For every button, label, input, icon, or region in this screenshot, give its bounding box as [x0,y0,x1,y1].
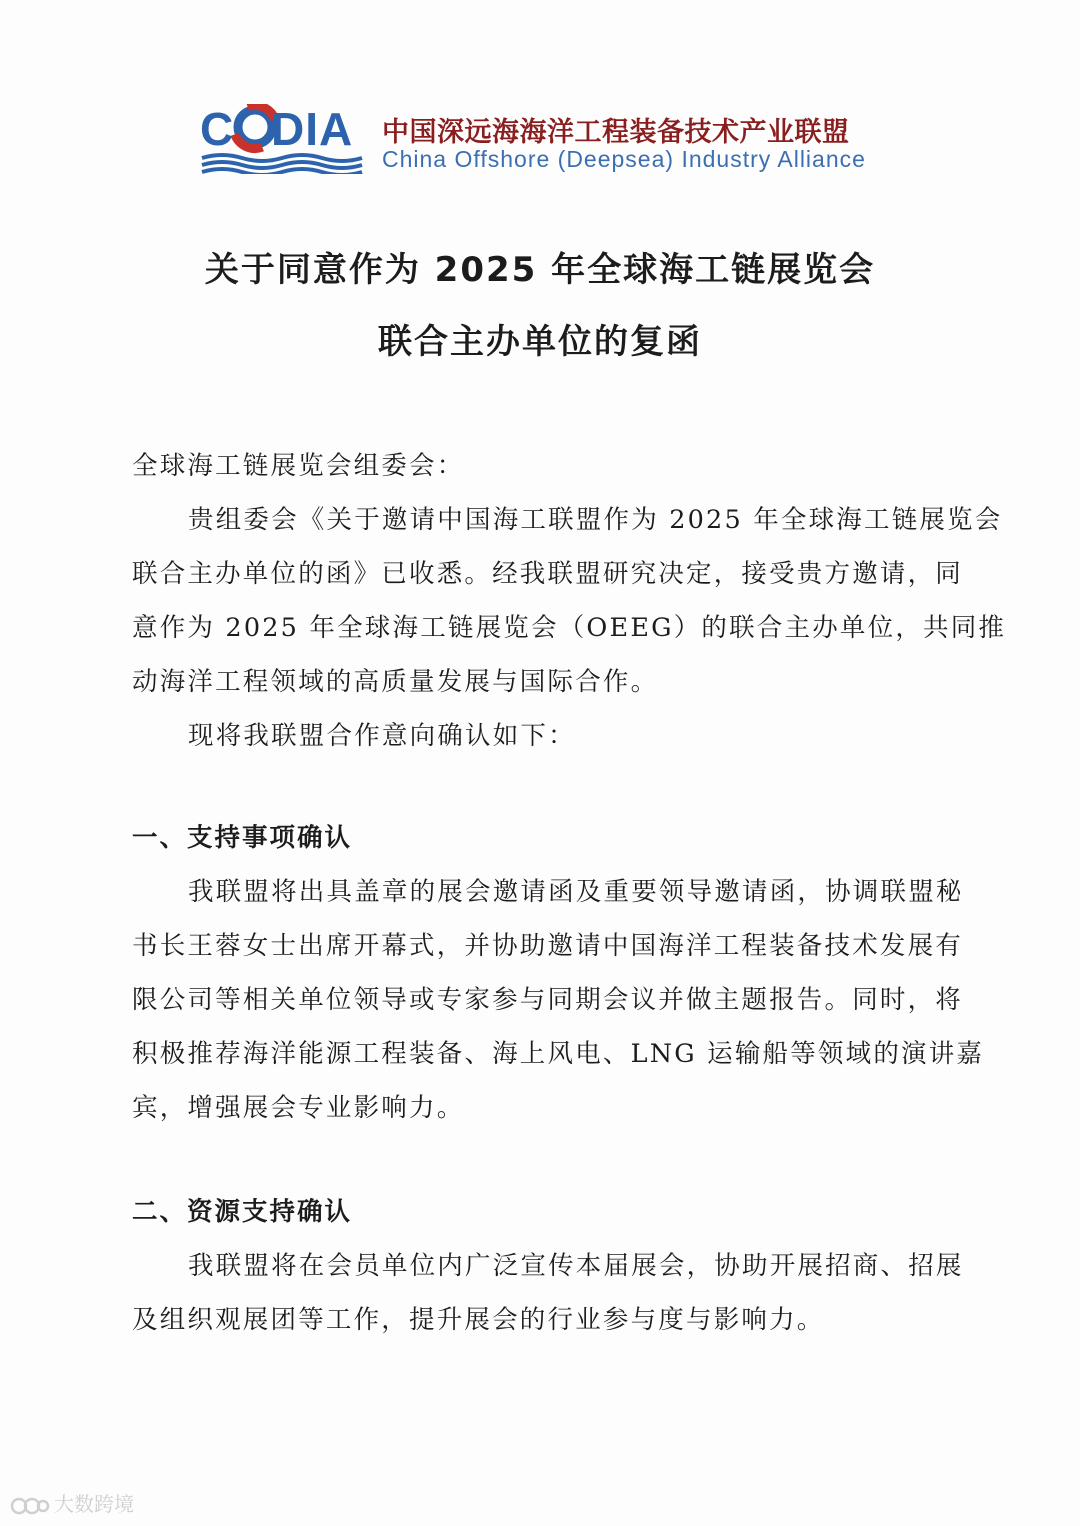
confirm-line: 现将我联盟合作意向确认如下： [188,721,576,751]
section-heading-1: 一、支持事项确认 [132,823,353,853]
watermark-text: 大数跨境 [54,1492,134,1516]
paragraph-line: 联合主办单位的函》已收悉。经我联盟研究决定，接受贵方邀请，同 [132,559,964,589]
watermark-logo-icon [10,1495,50,1517]
paragraph-line: 意作为 2025 年全球海工链展览会（OEEG）的联合主办单位，共同推 [132,613,1007,643]
logo-wordmark: C DIA [200,103,354,155]
paragraph-line: 我联盟将出具盖章的展会邀请函及重要领导邀请函，协调联盟秘 [188,877,964,907]
org-name-cn: 中国深远海海洋工程装备技术产业联盟 [382,117,850,148]
document-title-line1: 关于同意作为 2025 年全球海工链展览会 [204,250,876,290]
org-name-en: China Offshore (Deepsea) Industry Alliance [382,146,866,172]
paragraph-line: 限公司等相关单位领导或专家参与同期会议并做主题报告。同时，将 [132,985,964,1015]
salutation: 全球海工链展览会组委会： [132,451,465,481]
paragraph-line: 积极推荐海洋能源工程装备、海上风电、LNG 运输船等领域的演讲嘉 [132,1039,985,1069]
watermark [10,1488,134,1517]
document-title-line2: 联合主办单位的复函 [378,322,702,362]
paragraph-line: 书长王蓉女士出席开幕式，并协助邀请中国海洋工程装备技术发展有 [132,931,964,961]
paragraph-line: 我联盟将在会员单位内广泛宣传本届展会，协助开展招商、招展 [188,1251,964,1281]
section-heading-2: 二、资源支持确认 [132,1197,353,1227]
paragraph-line: 贵组委会《关于邀请中国海工联盟作为 2025 年全球海工链展览会 [188,505,1003,535]
paragraph-line: 及组织观展团等工作，提升展会的行业参与度与影响力。 [132,1305,825,1335]
letterhead [200,104,900,184]
paragraph-line: 宾，增强展会专业影响力。 [132,1093,465,1123]
paragraph-line: 动海洋工程领域的高质量发展与国际合作。 [132,667,659,697]
